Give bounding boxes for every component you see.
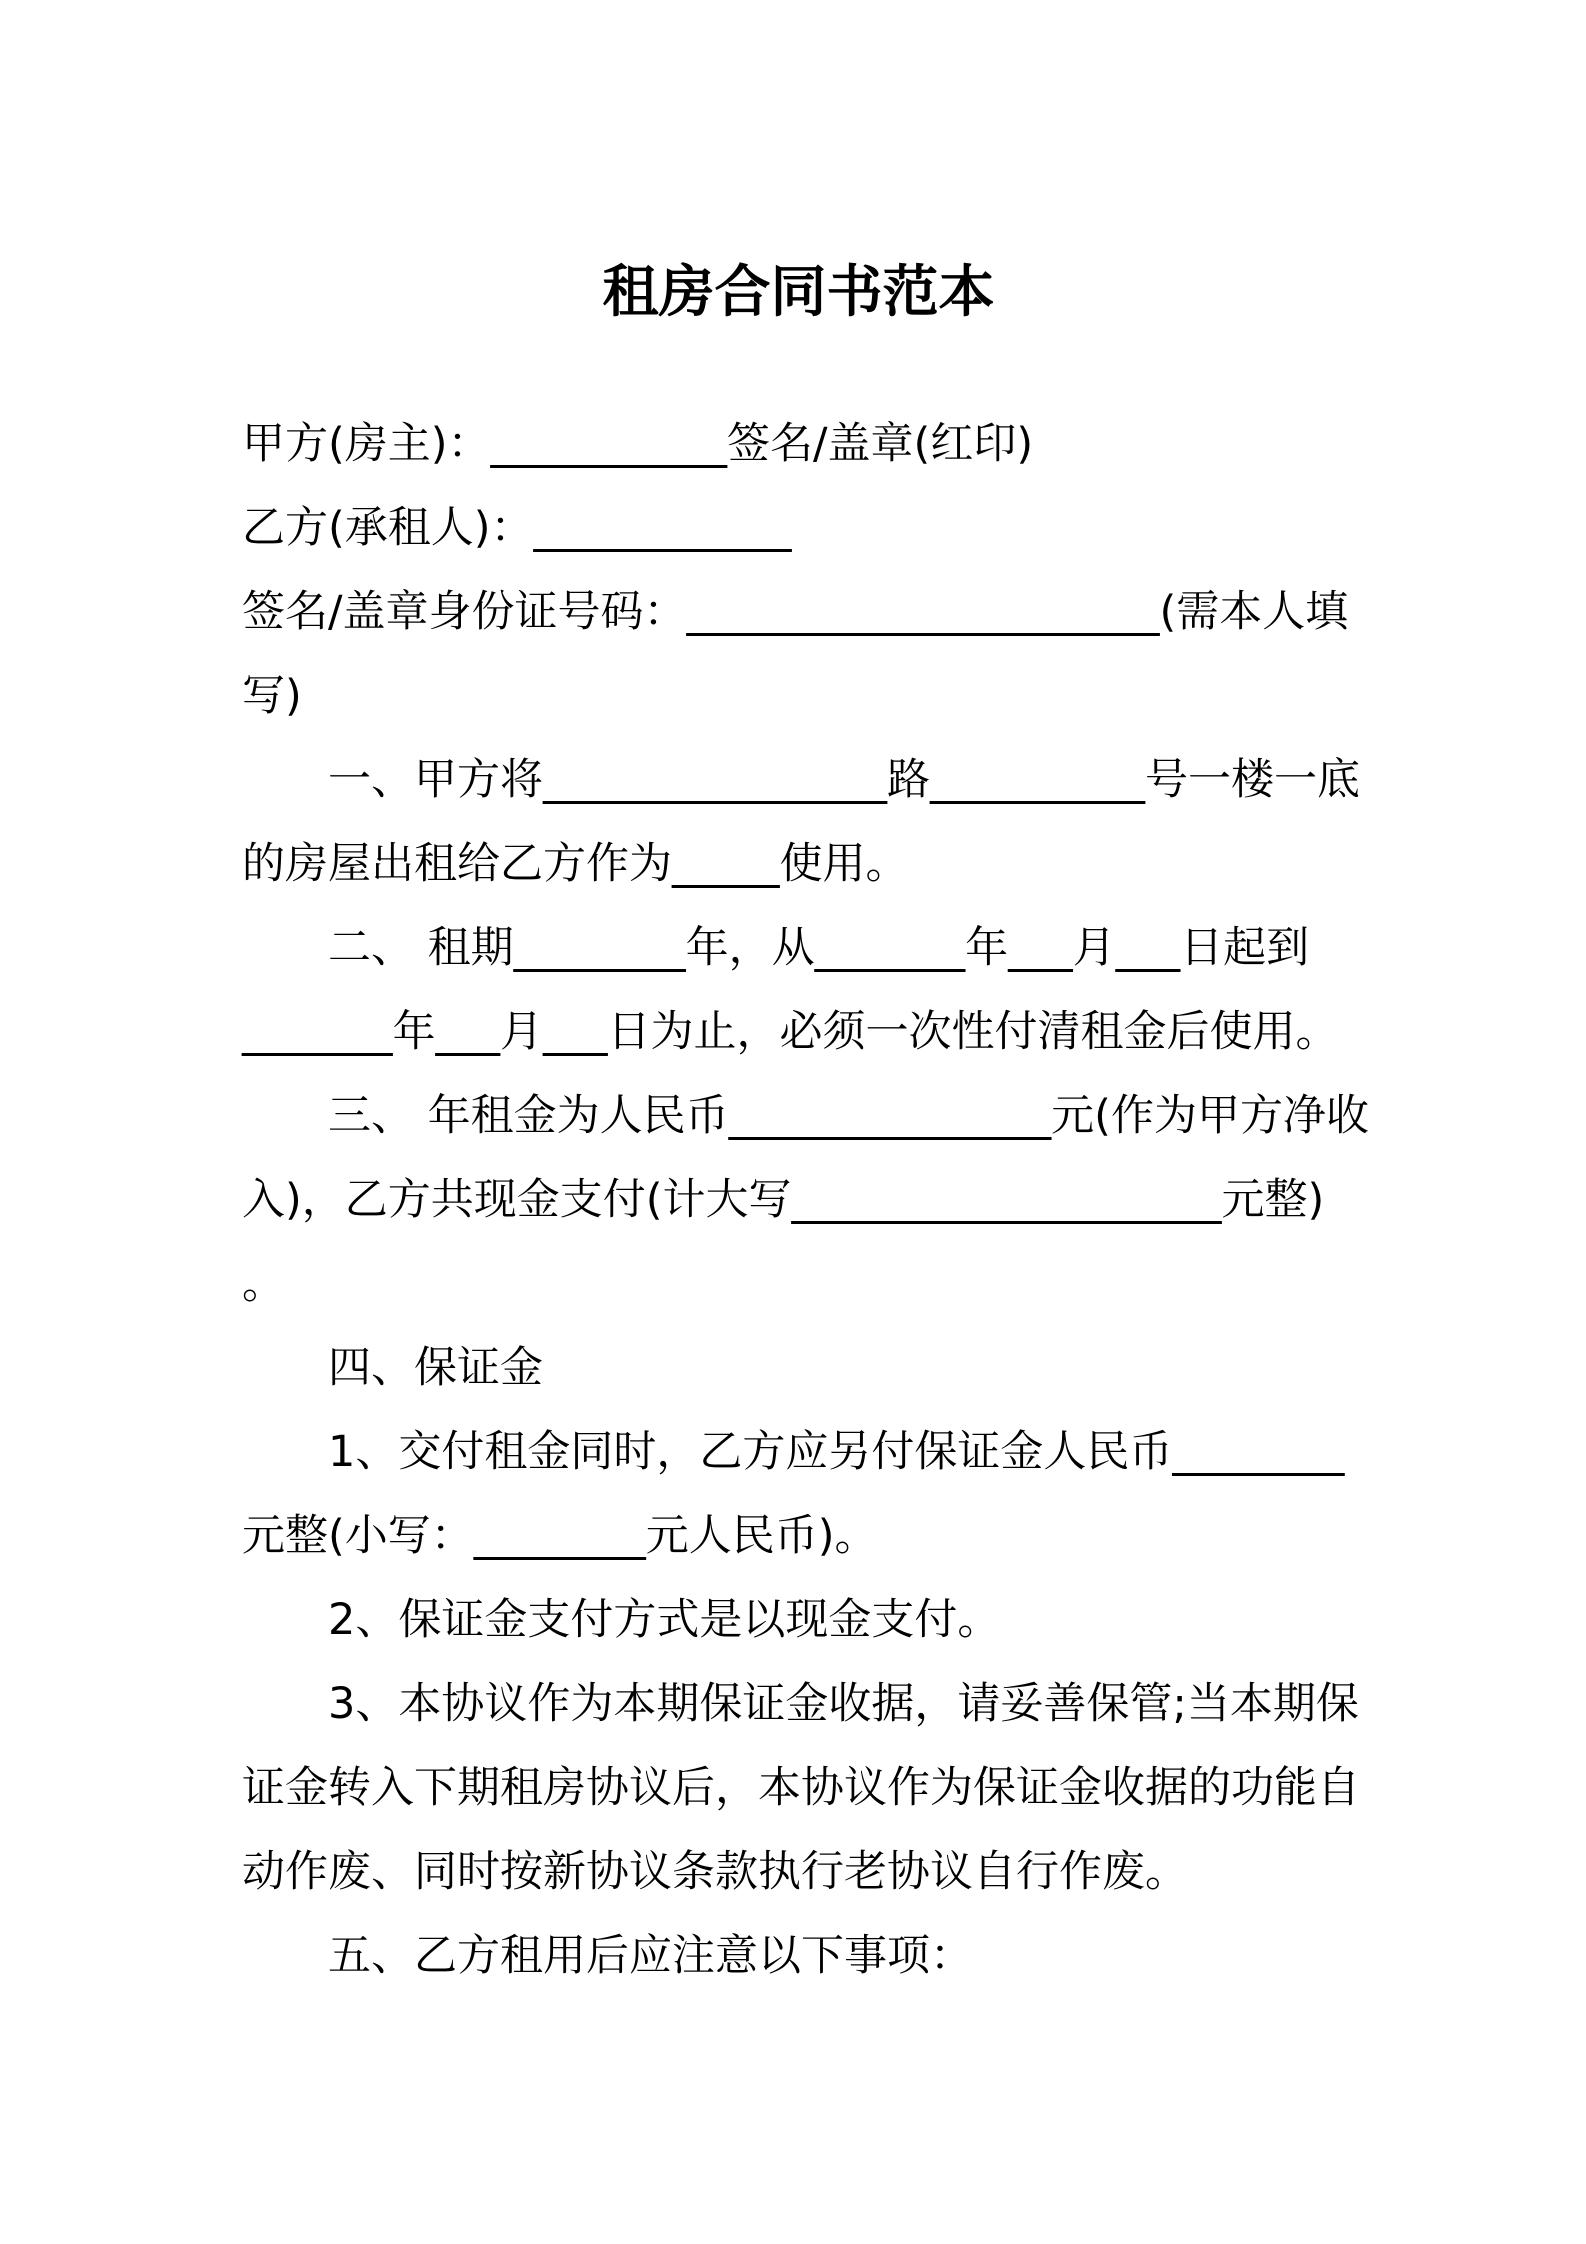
clause-2-line: 二、 租期________年，从_______年___月___日起到 [328, 923, 1310, 973]
clause-3-line: 三、 年租金为人民币_______________元(作为甲方净收 [328, 1091, 1369, 1141]
deposit-item-3-line-cont: 证金转入下期租房协议后，本协议作为保证金收据的功能自 [242, 1763, 1360, 1813]
document-body [242, 402, 1369, 1998]
id-number-line: 签名/盖章身份证号码：______________________(需本人填 [242, 587, 1349, 637]
id-number-line-cont: 写) [242, 671, 302, 721]
clause-4-heading: 四、保证金 [328, 1343, 543, 1393]
clause-1-line-cont: 的房屋出租给乙方作为_____使用。 [242, 839, 909, 889]
deposit-item-1-line: 1、交付租金同时，乙方应另付保证金人民币________ [328, 1427, 1345, 1477]
deposit-item-1-line-cont: 元整(小写：________元人民币)。 [242, 1511, 878, 1561]
document-title: 租房合同书范本 [602, 260, 995, 325]
deposit-item-2-line: 2、保证金支付方式是以现金支付。 [328, 1595, 1001, 1645]
clause-5-heading: 五、乙方租用后应注意以下事项： [328, 1931, 973, 1981]
clause-2-line-cont: _______年___月___日为止，必须一次性付清租金后使用。 [242, 1007, 1339, 1057]
tenant-line: 乙方(承租人)：____________ [242, 503, 792, 553]
landlord-line: 甲方(房主)：___________签名/盖章(红印) [242, 419, 1034, 469]
clause-3-line-cont: 入)，乙方共现金支付(计大写____________________元整) [242, 1175, 1325, 1225]
clause-1-line: 一、甲方将________________路__________号一楼一底 [328, 755, 1360, 805]
deposit-item-3-line: 3、本协议作为本期保证金收据，请妥善保管;当本期保 [328, 1679, 1359, 1729]
clause-3-line-end: 。 [242, 1259, 285, 1309]
deposit-item-3-line-end: 动作废、同时按新协议条款执行老协议自行作废。 [242, 1847, 1188, 1897]
